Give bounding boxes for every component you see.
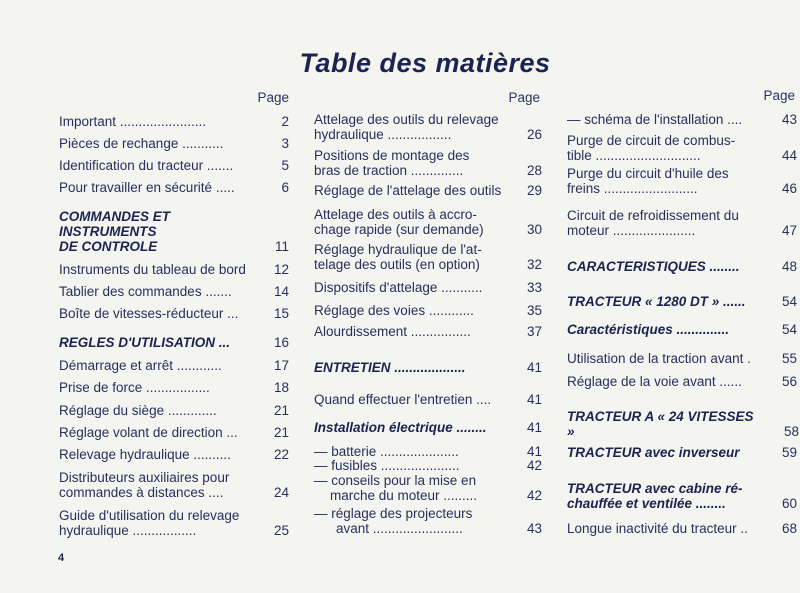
toc-entry[interactable]: [59, 403, 289, 418]
toc-entry-page: 35: [526, 303, 542, 318]
toc-entry-title: marche du moteur .........: [330, 488, 478, 503]
toc-entry-page: 5: [281, 158, 289, 173]
toc-entry[interactable]: [567, 351, 797, 366]
toc-entry-page: 24: [273, 485, 289, 500]
toc-entry-page: 6: [281, 180, 289, 195]
toc-entry-title: tible ............................: [567, 148, 701, 163]
toc-entry[interactable]: [314, 324, 542, 339]
toc-entry-page: 22: [273, 447, 289, 462]
toc-entry-page: 56: [781, 374, 797, 389]
toc-entry-page: 44: [781, 148, 797, 163]
toc-entry-page: 28: [526, 163, 542, 178]
toc-entry[interactable]: [314, 473, 542, 503]
toc-entry-title: Quand effectuer l'entretien ....: [314, 392, 492, 407]
toc-entry-title: hydraulique .................: [59, 523, 197, 538]
toc-entry-title: Utilisation de la traction avant .: [567, 351, 751, 366]
toc-entry[interactable]: [59, 358, 289, 373]
toc-entry-page: 17: [273, 358, 289, 373]
toc-entry-page: 37: [526, 324, 542, 339]
toc-section-heading[interactable]: [314, 360, 542, 375]
toc-entry-title: commandes à distances ....: [59, 485, 224, 500]
page-title: Table des matières: [299, 48, 551, 78]
toc-column-3: [567, 0, 797, 593]
toc-entry-page: 41: [526, 444, 542, 459]
toc-entry[interactable]: [59, 508, 289, 538]
toc-entry-page: 14: [273, 284, 289, 299]
toc-entry-title: — fusibles .....................: [314, 458, 460, 473]
toc-entry[interactable]: [314, 458, 542, 473]
toc-entry[interactable]: [567, 112, 797, 127]
toc-entry[interactable]: [59, 380, 289, 395]
toc-entry-title: moteur ......................: [567, 223, 696, 238]
toc-entry-title: Réglage du siège .............: [59, 403, 217, 418]
toc-entry[interactable]: [59, 136, 289, 151]
toc-entry-title: bras de traction ..............: [314, 163, 464, 178]
toc-entry-title: Prise de force .................: [59, 380, 210, 395]
toc-entry-title: chauffée et ventilée ........: [567, 496, 726, 511]
toc-entry-page: 41: [526, 360, 542, 375]
toc-entry-title: Circuit de refroidissement du: [567, 208, 739, 223]
toc-subsection-heading[interactable]: [567, 322, 797, 337]
toc-entry-title: Pièces de rechange ...........: [59, 136, 224, 151]
toc-entry-page: 55: [781, 351, 797, 366]
toc-section-heading[interactable]: [567, 409, 799, 439]
toc-entry-title: freins .........................: [567, 181, 698, 196]
toc-entry-title: Important .......................: [59, 114, 207, 129]
toc-entry[interactable]: [314, 392, 542, 407]
toc-column-1: [59, 0, 289, 593]
toc-section-heading[interactable]: [567, 259, 797, 274]
toc-entry-title: Réglage hydraulique de l'at-: [314, 242, 482, 257]
toc-entry[interactable]: [314, 207, 542, 237]
toc-entry[interactable]: [59, 262, 289, 277]
toc-entry-title: Tablier des commandes .......: [59, 284, 232, 299]
toc-entry[interactable]: [59, 470, 289, 500]
page-column-header: Page: [257, 90, 289, 105]
toc-entry-title: Réglage de la voie avant ......: [567, 374, 742, 389]
toc-entry-page: 15: [273, 306, 289, 321]
toc-entry-title: REGLES D'UTILISATION ...: [59, 335, 230, 350]
toc-entry[interactable]: [59, 447, 289, 462]
toc-entry-page: 29: [526, 183, 542, 198]
page-number: 4: [58, 552, 65, 564]
toc-entry[interactable]: [59, 306, 289, 321]
toc-entry[interactable]: [314, 183, 542, 198]
toc-entry[interactable]: [59, 158, 289, 173]
toc-entry-page: 33: [526, 280, 542, 295]
toc-entry[interactable]: [567, 208, 797, 238]
toc-entry-title: Pour travailler en sécurité .....: [59, 180, 235, 195]
toc-section-heading[interactable]: [567, 445, 797, 460]
toc-entry-title: hydraulique .................: [314, 127, 452, 142]
toc-entry-title: Réglage de l'attelage des outils: [314, 183, 502, 198]
toc-entry-title: — batterie .....................: [314, 444, 459, 459]
toc-section-heading[interactable]: [567, 481, 797, 511]
toc-entry-title: Caractéristiques ..............: [567, 322, 730, 337]
toc-entry[interactable]: [59, 114, 289, 129]
toc-entry[interactable]: [59, 180, 289, 195]
toc-entry-page: 68: [781, 521, 797, 536]
toc-entry-title: TRACTEUR A « 24 VITESSES »: [567, 409, 754, 439]
toc-entry-page: 42: [526, 458, 542, 473]
toc-entry-title: INSTRUMENTS: [59, 224, 157, 239]
toc-entry-page: 47: [781, 223, 797, 238]
toc-entry-title: Alourdissement ................: [314, 324, 471, 339]
toc-entry-page: 16: [273, 335, 289, 350]
toc-entry[interactable]: [314, 506, 542, 536]
toc-section-heading[interactable]: [59, 335, 289, 350]
toc-entry-page: 25: [273, 523, 289, 538]
toc-entry-page: 54: [781, 294, 797, 309]
toc-entry-title: ENTRETIEN ...................: [314, 360, 466, 375]
toc-entry-title: Relevage hydraulique ..........: [59, 447, 231, 462]
toc-entry-title: Identification du tracteur .......: [59, 158, 234, 173]
toc-entry[interactable]: [59, 284, 289, 299]
toc-entry-title: Purge du circuit d'huile des: [567, 166, 729, 181]
toc-entry-page: 58: [783, 424, 799, 439]
toc-entry-title: — schéma de l'installation ....: [567, 112, 743, 127]
toc-entry-title: telage des outils (en option): [314, 257, 480, 272]
toc-entry[interactable]: [567, 374, 797, 389]
toc-subsection-heading[interactable]: [314, 420, 542, 435]
toc-column-2: [314, 0, 542, 593]
toc-entry[interactable]: [59, 425, 289, 440]
toc-entry-page: 2: [281, 114, 289, 129]
toc-entry[interactable]: [314, 444, 542, 459]
toc-entry-title: Attelage des outils à accro-: [314, 207, 477, 222]
toc-entry-page: 42: [526, 488, 542, 503]
toc-entry-title: Boîte de vitesses-réducteur ...: [59, 306, 239, 321]
toc-entry-page: 3: [281, 136, 289, 151]
toc-entry-title: — conseils pour la mise en: [314, 473, 477, 488]
toc-entry-title: TRACTEUR « 1280 DT » ......: [567, 294, 746, 309]
toc-entry[interactable]: [314, 148, 542, 178]
toc-entry[interactable]: [314, 280, 542, 295]
toc-entry-title: Attelage des outils du relevage: [314, 112, 499, 127]
toc-entry-title: Démarrage et arrêt ............: [59, 358, 222, 373]
toc-entry-title: TRACTEUR avec cabine ré-: [567, 481, 743, 496]
page-column-header: Page: [508, 90, 540, 105]
toc-entry-title: avant ........................: [336, 521, 463, 536]
toc-entry-title: Installation électrique ........: [314, 420, 487, 435]
toc-entry-title: Distributeurs auxiliaires pour: [59, 470, 230, 485]
toc-entry-page: 12: [273, 262, 289, 277]
toc-entry-title: Réglage des voies ............: [314, 303, 474, 318]
toc-entry[interactable]: [314, 242, 542, 272]
toc-entry-title: Réglage volant de direction ...: [59, 425, 238, 440]
toc-entry-page: 60: [781, 496, 797, 511]
toc-section-heading[interactable]: [59, 209, 289, 254]
toc-entry-title: DE CONTROLE: [59, 239, 158, 254]
toc-entry-page: 18: [273, 380, 289, 395]
page-column-header: Page: [763, 88, 795, 103]
toc-entry-title: TRACTEUR avec inverseur: [567, 445, 740, 460]
toc-entry[interactable]: [314, 303, 542, 318]
toc-entry-page: 46: [781, 181, 797, 196]
toc-entry-page: 32: [526, 257, 542, 272]
toc-entry-page: 26: [526, 127, 542, 142]
toc-entry-title: COMMANDES ET: [59, 209, 170, 224]
toc-entry-page: 11: [274, 239, 289, 254]
toc-entry-title: Dispositifs d'attelage ...........: [314, 280, 483, 295]
toc-entry-page: 30: [526, 222, 542, 237]
toc-entry-page: 59: [781, 445, 797, 460]
toc-entry-title: Longue inactivité du tracteur ..: [567, 521, 748, 536]
toc-entry-page: 43: [526, 521, 542, 536]
toc-entry-page: 21: [273, 425, 289, 440]
toc-entry-title: Positions de montage des: [314, 148, 470, 163]
toc-entry-title: Guide d'utilisation du relevage: [59, 508, 240, 523]
toc-entry[interactable]: [314, 112, 542, 142]
toc-entry-page: 48: [781, 259, 797, 274]
toc-entry-title: Purge de circuit de combus-: [567, 133, 736, 148]
toc-entry-title: — réglage des projecteurs: [314, 506, 473, 521]
toc-entry[interactable]: [567, 166, 797, 196]
toc-entry[interactable]: [567, 133, 797, 163]
toc-section-heading[interactable]: [567, 294, 797, 309]
toc-entry-page: 41: [526, 420, 542, 435]
toc-entry-page: 21: [273, 403, 289, 418]
toc-entry-page: 43: [781, 112, 797, 127]
toc-entry-title: CARACTERISTIQUES ........: [567, 259, 740, 274]
toc-entry-page: 54: [781, 322, 797, 337]
toc-entry[interactable]: [567, 521, 797, 536]
toc-entry-title: chage rapide (sur demande): [314, 222, 484, 237]
toc-entry-title: Instruments du tableau de bord: [59, 262, 246, 277]
toc-entry-page: 41: [526, 392, 542, 407]
